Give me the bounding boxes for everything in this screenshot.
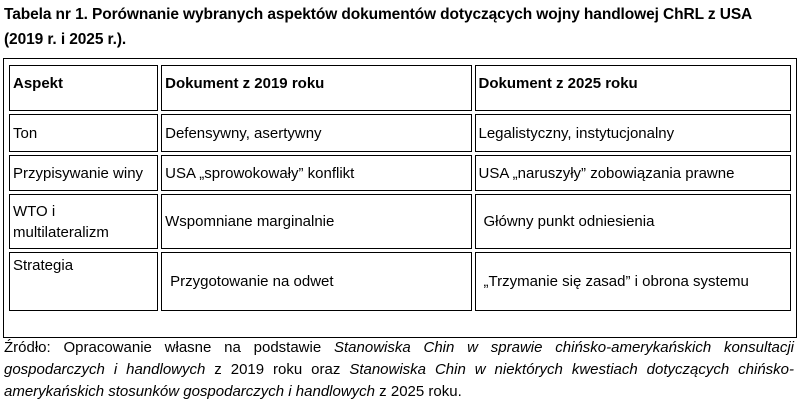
cell-2019: Przygotowanie na odwet xyxy=(161,252,471,311)
header-dokument-2019: Dokument z 2019 roku xyxy=(161,65,471,111)
comparison-table xyxy=(6,62,794,314)
cell-2019: Wspomniane marginalnie xyxy=(161,194,471,249)
source-doc-2019: Stanowiska Chin w sprawie chińsko-amerykańskich konsultacji gospodarczych i handlowych xyxy=(4,339,794,378)
cell-2025: Legalistyczny, instytucjonalny xyxy=(475,114,792,152)
header-aspekt: Aspekt xyxy=(9,65,158,111)
table-row xyxy=(9,194,791,249)
cell-2025: USA „naruszyły” zobowiązania prawne xyxy=(475,155,792,191)
aspect-cell: Przypisywanie winy xyxy=(9,155,158,191)
source-suffix: z 2025 roku. xyxy=(375,383,462,400)
aspect-cell: WTO i multilateralizm xyxy=(9,194,158,249)
table-header-row xyxy=(9,65,791,111)
source-doc-2025: Stanowiska Chin w niektórych kwestiach dotyczących chińsko-amerykańskich stosunków gospodarczych i handlowych xyxy=(4,361,794,400)
cell-2019: USA „sprowokowały” konflikt xyxy=(161,155,471,191)
aspect-cell: Strategia xyxy=(9,252,158,311)
cell-2019: Defensywny, asertywny xyxy=(161,114,471,152)
table-row xyxy=(9,114,791,152)
source-note xyxy=(4,337,794,403)
header-dokument-2025: Dokument z 2025 roku xyxy=(475,65,792,111)
source-middle: z 2019 roku oraz xyxy=(205,361,350,378)
cell-2025: Główny punkt odniesienia xyxy=(475,194,792,249)
table-caption: Tabela nr 1. Porównanie wybranych aspektów dokumentów dotyczących wojny handlowej ChRL z USA (2019 r. i 2025 r.). xyxy=(4,6,752,48)
cell-2025: „Trzymanie się zasad” i obrona systemu xyxy=(475,252,792,311)
aspect-cell: Ton xyxy=(9,114,158,152)
table-row xyxy=(9,252,791,311)
source-prefix: Źródło: Opracowanie własne na podstawie xyxy=(4,339,334,356)
table-row xyxy=(9,155,791,191)
